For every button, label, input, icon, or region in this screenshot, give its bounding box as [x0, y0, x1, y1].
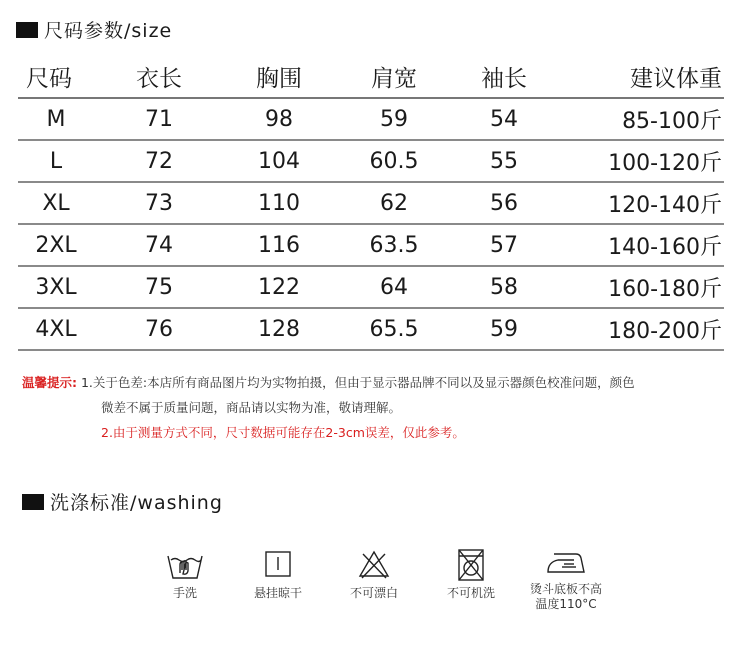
column-header-weight: 建议体重	[554, 55, 724, 98]
iron-low-temp-icon	[516, 548, 616, 578]
section-marker	[16, 22, 38, 38]
cell-size: 2XL	[18, 224, 94, 266]
cell-weight: 180-200斤	[554, 308, 724, 350]
table-row	[18, 182, 724, 224]
cell-sleeve: 57	[454, 224, 554, 266]
cell-shoulder: 63.5	[334, 224, 454, 266]
size-section-title: 尺码参数/size	[44, 20, 173, 42]
care-item-iron	[516, 548, 616, 612]
cell-length: 76	[94, 308, 224, 350]
wash-section-header	[22, 488, 223, 515]
cell-chest: 122	[224, 266, 334, 308]
cell-size: 4XL	[18, 308, 94, 350]
cell-shoulder: 64	[334, 266, 454, 308]
size-section-header	[16, 16, 172, 43]
notice-line-1-cont: 微差不属于质量问题，商品请以实物为准，敬请理解。	[101, 400, 402, 415]
cell-sleeve: 58	[454, 266, 554, 308]
notice-label: 温馨提示:	[22, 375, 77, 390]
care-label-hang-dry: 悬挂晾干	[253, 586, 302, 600]
care-icons-row	[0, 548, 750, 648]
table-row	[18, 224, 724, 266]
cell-size: M	[18, 98, 94, 140]
no-bleach-icon	[324, 548, 424, 582]
hang-dry-icon	[228, 548, 328, 582]
cell-length: 71	[94, 98, 224, 140]
cell-sleeve: 59	[454, 308, 554, 350]
cell-sleeve: 56	[454, 182, 554, 224]
cell-weight: 140-160斤	[554, 224, 724, 266]
cell-size: L	[18, 140, 94, 182]
column-header-chest: 胸围	[224, 55, 334, 98]
cell-chest: 128	[224, 308, 334, 350]
care-item-hang-dry	[228, 548, 328, 601]
cell-sleeve: 55	[454, 140, 554, 182]
care-label-iron-1: 烫斗底板不高	[529, 582, 602, 596]
section-marker	[22, 494, 44, 510]
table-row	[18, 98, 724, 140]
care-item-no-machine-wash	[421, 548, 521, 601]
notice-line-1	[22, 370, 635, 395]
notice-line-2: 2.由于测量方式不同，尺寸数据可能存在2-3cm误差，仅此参考。	[101, 425, 465, 440]
cell-size: 3XL	[18, 266, 94, 308]
cell-shoulder: 62	[334, 182, 454, 224]
table-header-row	[18, 55, 724, 98]
column-header-length: 衣长	[94, 55, 224, 98]
cell-chest: 98	[224, 98, 334, 140]
cell-shoulder: 59	[334, 98, 454, 140]
cell-weight: 100-120斤	[554, 140, 724, 182]
cell-sleeve: 54	[454, 98, 554, 140]
cell-length: 72	[94, 140, 224, 182]
hand-wash-icon	[135, 548, 235, 582]
size-table	[18, 55, 724, 351]
cell-length: 75	[94, 266, 224, 308]
care-label-no-bleach: 不可漂白	[349, 586, 398, 600]
cell-length: 74	[94, 224, 224, 266]
cell-weight: 160-180斤	[554, 266, 724, 308]
cell-size: XL	[18, 182, 94, 224]
notice-text-1: 1.关于色差:本店所有商品图片均为实物拍摄，但由于显示器品牌不同以及显示器颜色校准问题，颜色	[80, 375, 635, 390]
table-row	[18, 308, 724, 350]
care-label-no-machine-wash: 不可机洗	[446, 586, 495, 600]
cell-chest: 110	[224, 182, 334, 224]
cell-shoulder: 60.5	[334, 140, 454, 182]
cell-weight: 120-140斤	[554, 182, 724, 224]
no-machine-wash-icon	[421, 548, 521, 582]
column-header-shoulder: 肩宽	[334, 55, 454, 98]
care-label-hand-wash: 手洗	[172, 586, 197, 600]
care-item-hand-wash	[135, 548, 235, 601]
table-row	[18, 140, 724, 182]
cell-chest: 104	[224, 140, 334, 182]
table-row	[18, 266, 724, 308]
cell-weight: 85-100斤	[554, 98, 724, 140]
wash-section-title: 洗涤标准/washing	[50, 492, 223, 514]
cell-chest: 116	[224, 224, 334, 266]
column-header-sleeve: 袖长	[454, 55, 554, 98]
care-label-iron-2: 温度110°C	[535, 597, 597, 611]
care-item-no-bleach	[324, 548, 424, 601]
cell-length: 73	[94, 182, 224, 224]
column-header-size: 尺码	[18, 55, 94, 98]
cell-shoulder: 65.5	[334, 308, 454, 350]
notice-block	[22, 370, 635, 445]
